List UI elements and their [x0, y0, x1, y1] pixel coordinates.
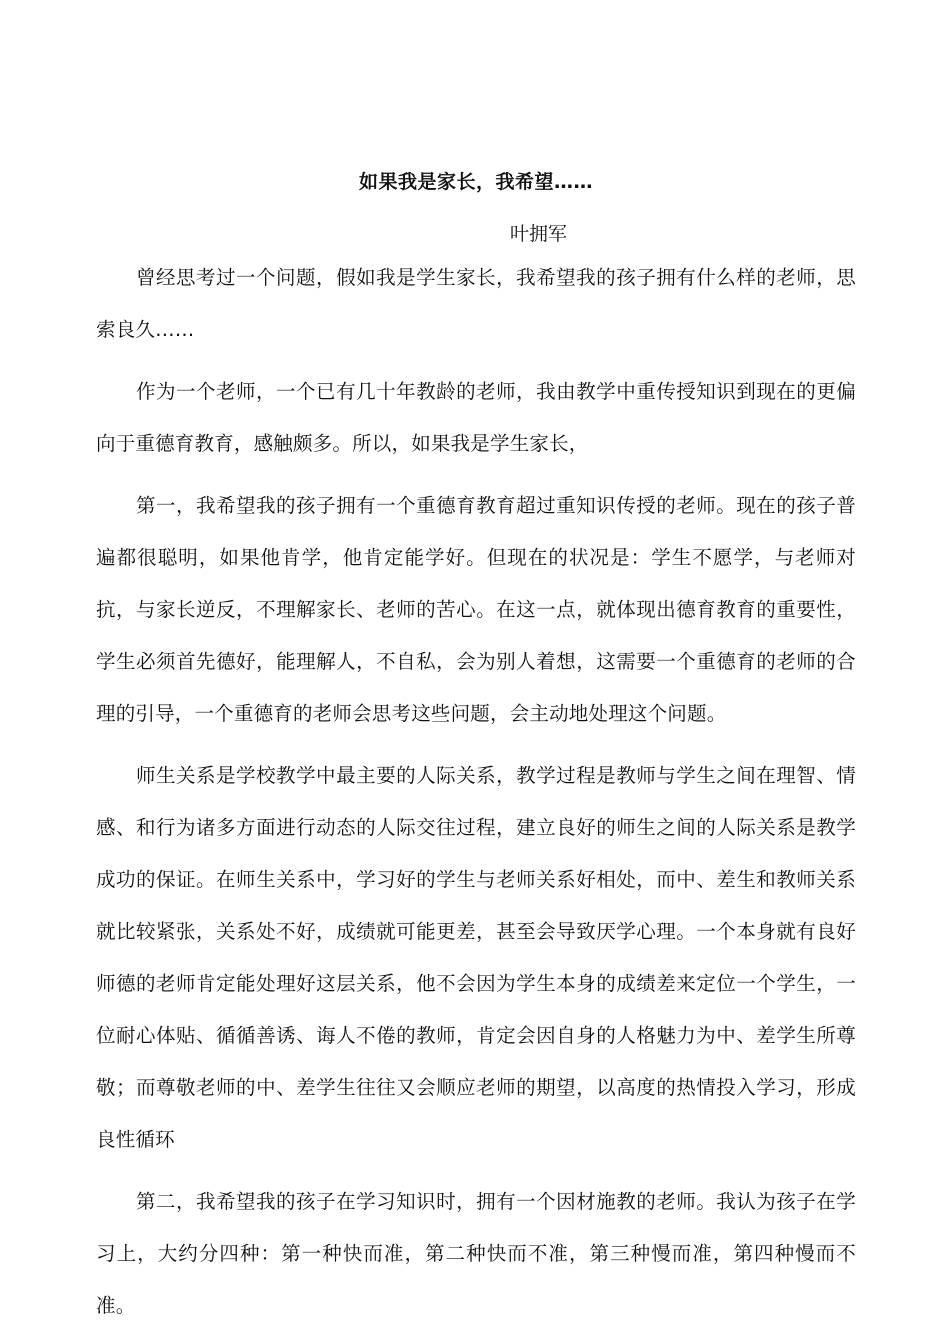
paragraph-teacher-student-relations: 师生关系是学校教学中最主要的人际关系，教学过程是教师与学生之间在理智、情感、和行为诸多方面进行动态的人际交往过程，建立良好的师生之间的人际关系是教学成功的保证。在师生关系中，学习好的学生与老师关系好相处，而中、差生和教师关系就比较紧张，关系处不好，成绩就可能更差，甚至会导致厌学心理。一个本身就有良好师德的老师肯定能处理好这层关系，他不会因为学生本身的成绩差来定位一个学生，一位耐心体贴、循循善诱、诲人不倦的教师，肯定会因自身的人格魅力为中、差学生所尊敬；而尊敬老师的中、差学生往往又会顺应老师的期望，以高度的热情投入学习，形成良性循环 [96, 764, 856, 1151]
author-name: 叶拥军 [510, 223, 568, 245]
document-page [96, 168, 856, 1332]
paragraph-intro: 曾经思考过一个问题，假如我是学生家长，我希望我的孩子拥有什么样的老师，思索良久…… [96, 266, 856, 341]
paragraph-teacher-experience: 作为一个老师，一个已有几十年教龄的老师，我由教学中重传授知识到现在的更偏向于重德育教育，感触颇多。所以，如果我是学生家长， [96, 380, 856, 455]
document-title: 如果我是家长，我希望…… [358, 171, 593, 193]
paragraph-point-two: 第二，我希望我的孩子在学习知识时，拥有一个因材施教的老师。我认为孩子在学习上，大约分四种：第一种快而准，第二种快而不准，第三种慢而准，第四种慢而不准。 [96, 1190, 856, 1317]
paragraph-point-one: 第一，我希望我的孩子拥有一个重德育教育超过重知识传授的老师。现在的孩子普遍都很聪明，如果他肯学，他肯定能学好。但现在的状况是：学生不愿学，与老师对抗，与家长逆反，不理解家长、老师的苦心。在这一点，就体现出德育教育的重要性，学生必须首先德好，能理解人，不自私，会为别人着想，这需要一个重德育的老师的合理的引导，一个重德育的老师会思考这些问题，会主动地处理这个问题。 [96, 494, 856, 725]
